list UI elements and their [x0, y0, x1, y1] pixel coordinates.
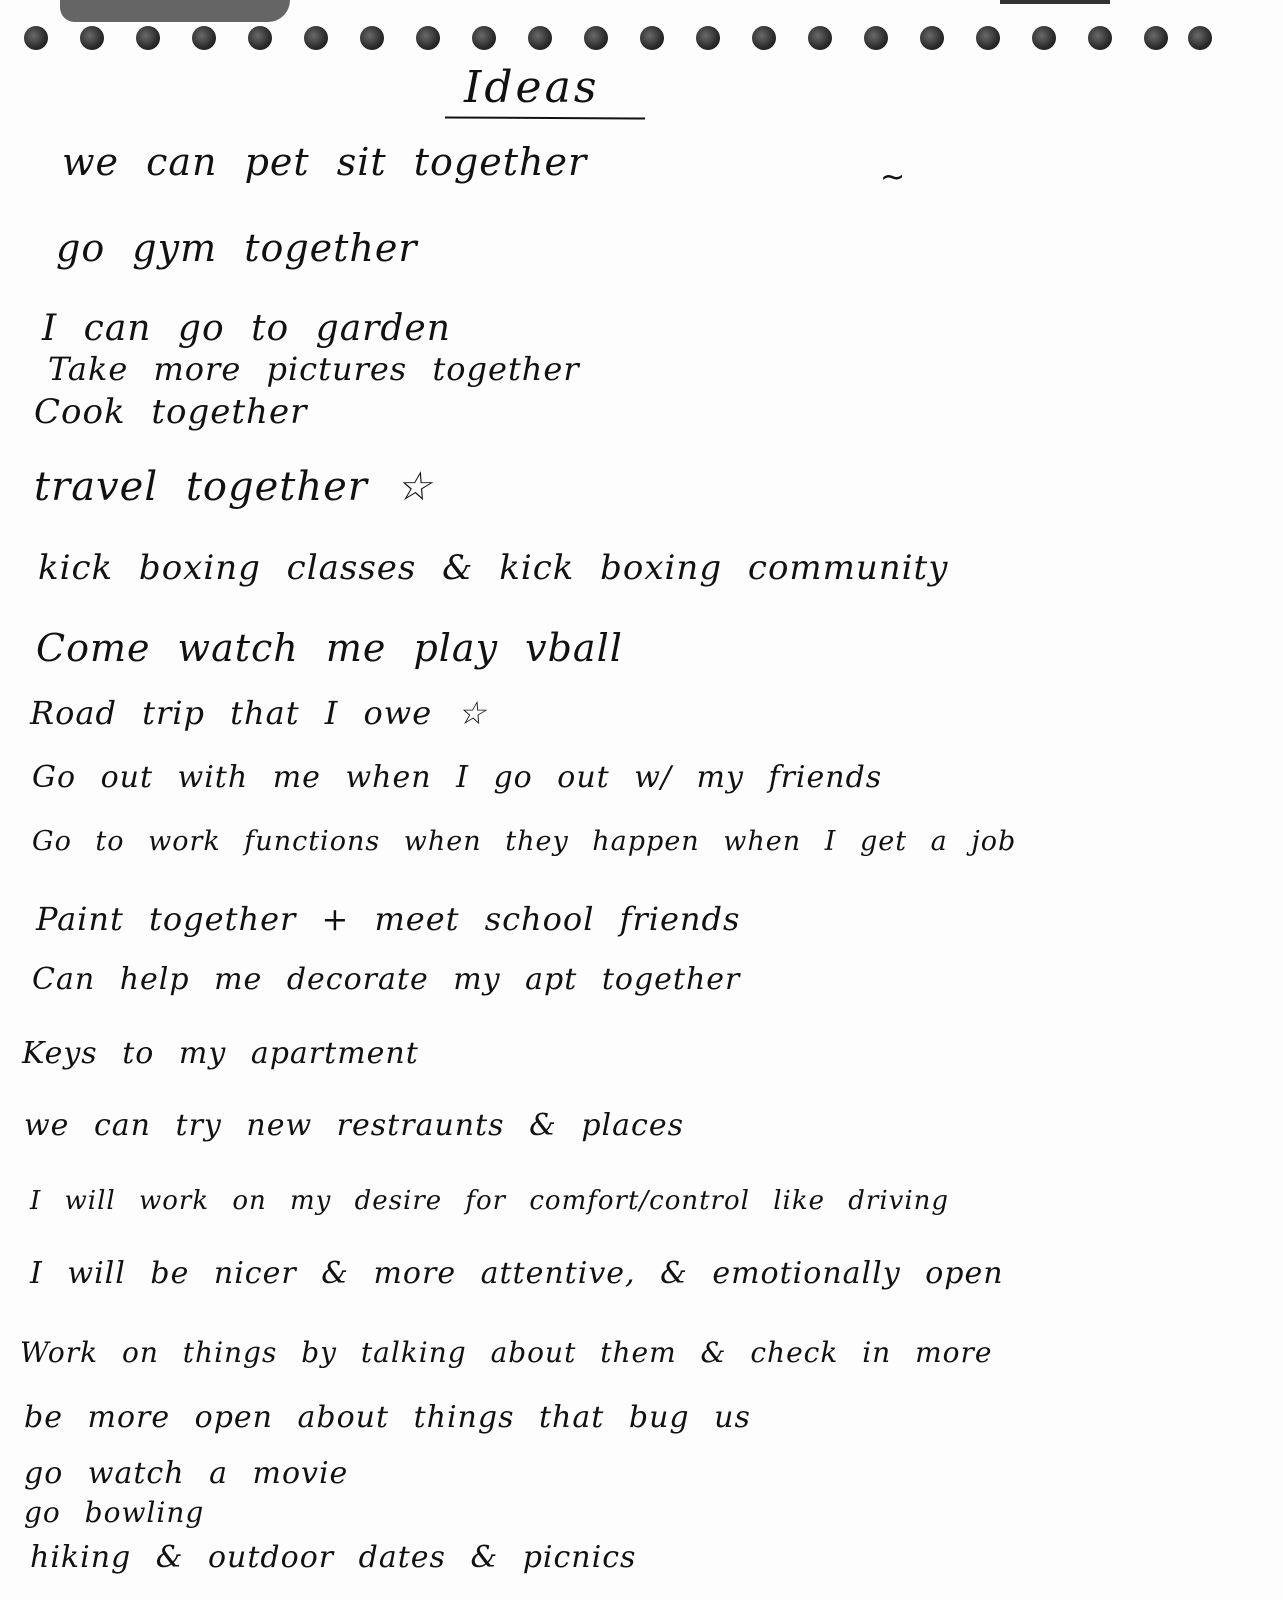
- binder-hole: [360, 26, 384, 50]
- binder-hole: [528, 26, 552, 50]
- binder-hole: [920, 26, 944, 50]
- idea-line: Come watch me play vball: [36, 626, 623, 670]
- binder-hole: [1032, 26, 1056, 50]
- idea-line: we can try new restraunts & places: [24, 1108, 684, 1143]
- torn-paper-edge: [60, 0, 290, 22]
- binder-hole: [976, 26, 1000, 50]
- idea-line: Go to work functions when they happen when I get a job: [32, 826, 1017, 857]
- title-underline: [445, 116, 645, 119]
- binder-hole: [416, 26, 440, 50]
- binder-hole: [808, 26, 832, 50]
- binder-hole: [1088, 26, 1112, 50]
- binder-hole: [304, 26, 328, 50]
- binder-hole: [864, 26, 888, 50]
- binder-hole: [24, 26, 48, 50]
- torn-paper-edge-right: [1000, 0, 1110, 4]
- binder-hole: [752, 26, 776, 50]
- idea-line: be more open about things that bug us: [24, 1400, 751, 1435]
- page-title: Ideas: [464, 62, 600, 113]
- binder-hole: [472, 26, 496, 50]
- binder-hole: [1188, 26, 1212, 50]
- idea-line: Road trip that I owe ☆: [30, 694, 487, 732]
- idea-line: hiking & outdoor dates & picnics: [30, 1540, 637, 1575]
- idea-line: Cook together: [34, 392, 308, 432]
- binder-hole: [584, 26, 608, 50]
- idea-line: travel together ☆: [34, 464, 433, 510]
- binder-hole: [248, 26, 272, 50]
- idea-line: Take more pictures together: [48, 350, 580, 388]
- binder-hole: [80, 26, 104, 50]
- binder-hole: [1144, 26, 1168, 50]
- idea-line: I will work on my desire for comfort/control like driving: [30, 1186, 950, 1216]
- idea-line: I will be nicer & more attentive, & emotionally open: [30, 1256, 1004, 1291]
- squiggle-mark: ~: [880, 160, 906, 195]
- idea-line: Can help me decorate my apt together: [32, 962, 741, 997]
- binder-hole: [192, 26, 216, 50]
- binder-hole: [640, 26, 664, 50]
- idea-line: go watch a movie: [24, 1456, 349, 1491]
- idea-line: Work on things by talking about them & check in more: [20, 1336, 993, 1369]
- idea-line: Keys to my apartment: [22, 1036, 419, 1071]
- idea-line: go gym together: [56, 226, 418, 270]
- idea-line: we can pet sit together: [62, 140, 588, 184]
- idea-line: I can go to garden: [42, 308, 451, 349]
- idea-line: Go out with me when I go out w/ my friends: [32, 760, 883, 795]
- binder-hole: [136, 26, 160, 50]
- spiral-holes: [24, 26, 1224, 56]
- idea-line: go bowling: [24, 1496, 205, 1529]
- binder-hole: [696, 26, 720, 50]
- idea-line: kick boxing classes & kick boxing community: [38, 548, 949, 588]
- idea-line: Paint together + meet school friends: [36, 900, 741, 938]
